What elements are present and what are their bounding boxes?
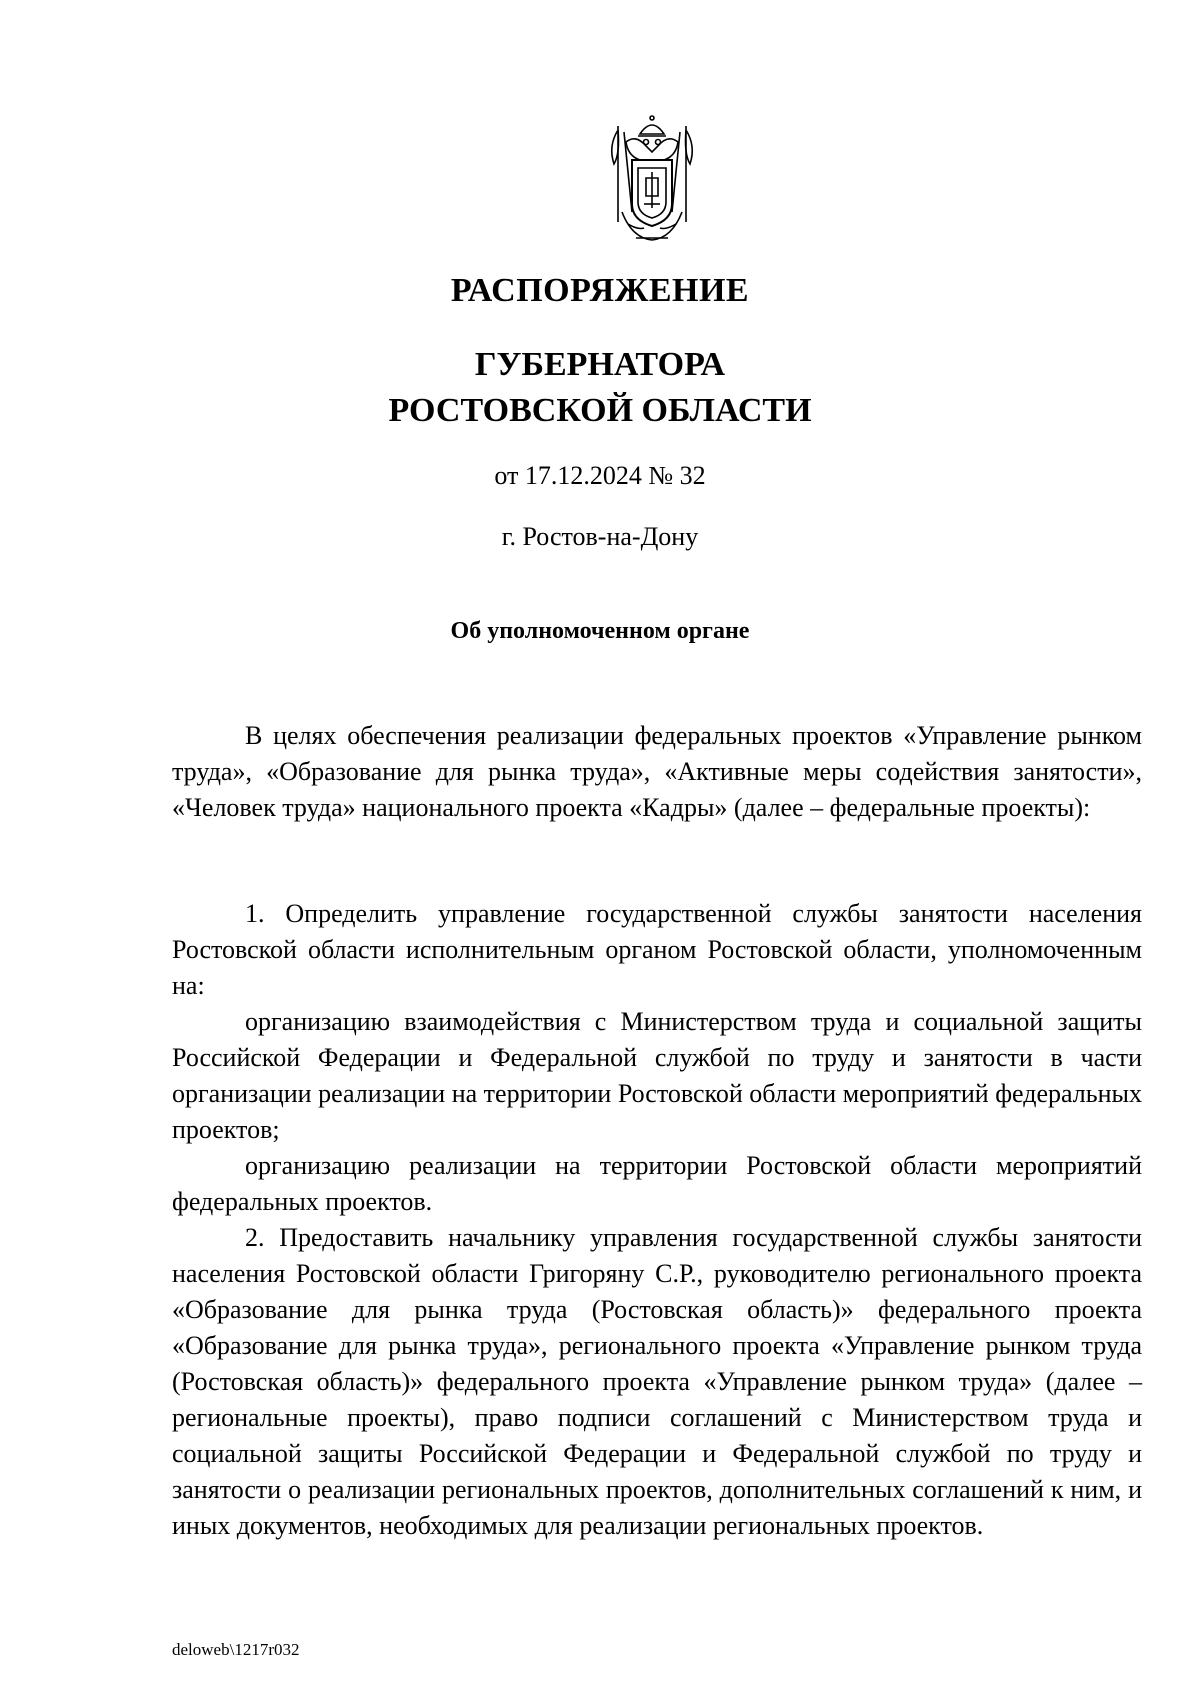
clause-2: 2. Предоставить начальнику управления государственной службы занятости населения Ростовской области Григоряну С.Р., руководителю регионального проекта «Образование для рынка труда (Ростовская область)» федерального проекта «Образование для рынка труда», регионального проекта «Управление рынком труда (Ростовская область)» федерального проекта «Управление рынком труда» (далее – региональные проекты), право подписи соглашений с Министерством труда и социальной защиты Российской Федерации и Федеральной службой по труду и занятости о реализации региональных проектов, дополнительных соглашений к ним, и иных документов, необходимых для реализации региональных проектов. (172, 1223, 1142, 1540)
operative-section (172, 896, 1142, 1544)
file-code: deloweb\1217r032 (172, 1640, 300, 1659)
authority-line-2: РОСТОВСКОЙ ОБЛАСТИ (388, 392, 812, 429)
document-type-title: РАСПОРЯЖЕНИЕ (450, 272, 750, 309)
clause-1-item-1: организацию взаимодействия с Министерством труда и социальной защиты Российской Федерации и Федеральной службой по труду и занятости в части организации реализации на территории Ростовской области мероприятий федеральных проектов; (172, 1007, 1142, 1144)
clause-1: 1. Определить управление государственной службы занятости населения Ростовской области исполнительным органом Ростовской области, уполномоченным на: (172, 899, 1142, 1000)
document-date-number: от 17.12.2024 № 32 (494, 461, 706, 490)
document-city: г. Ростов-на-Дону (501, 522, 699, 551)
rostov-oblast-coat-of-arms-icon (602, 112, 702, 248)
preamble-paragraph: В целях обеспечения реализации федеральных проектов «Управление рынком труда», «Образование для рынка труда», «Активные меры содействия занятости», «Человек труда» национального проекта «Кадры» (далее – федеральные проекты): (172, 721, 1142, 822)
preamble (172, 718, 1142, 826)
authority-line-1: ГУБЕРНАТОРА (474, 346, 726, 383)
document-subject: Об уполномоченном органе (450, 618, 750, 644)
issuing-authority (0, 342, 1200, 434)
clause-1-item-2: организацию реализации на территории Ростовской области мероприятий федеральных проектов. (172, 1151, 1142, 1216)
